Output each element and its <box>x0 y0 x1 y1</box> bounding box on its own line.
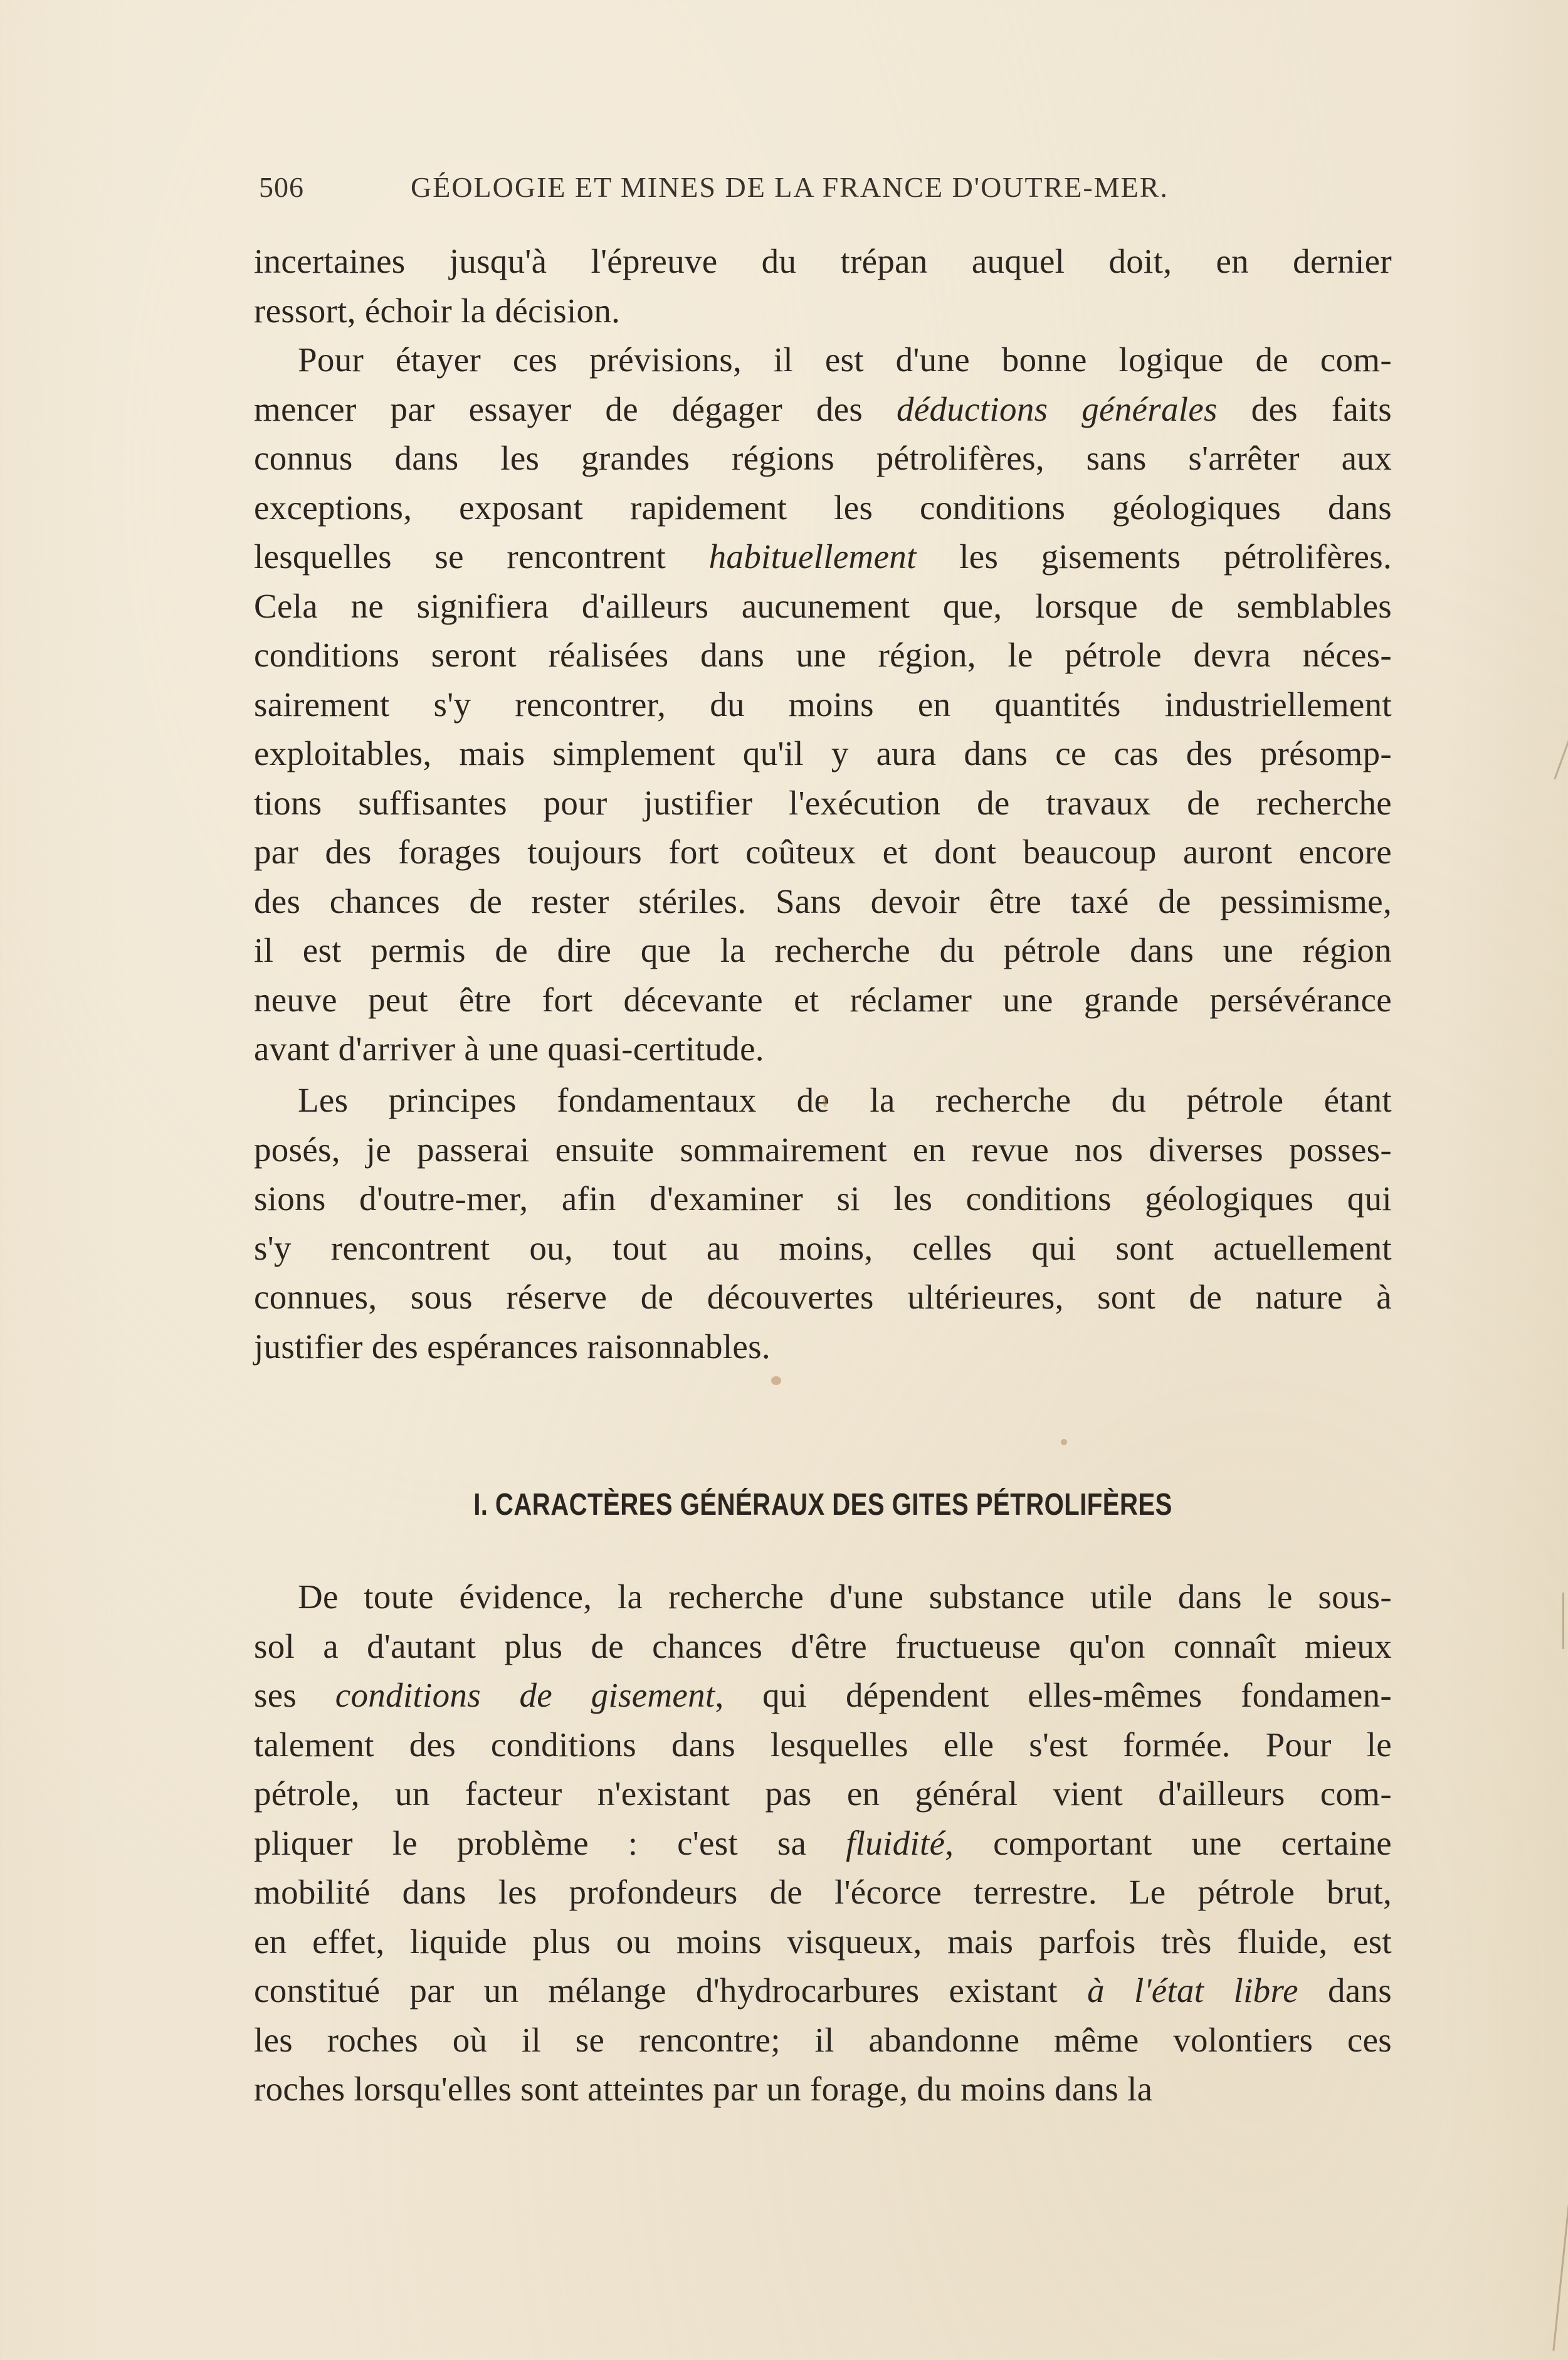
text-line <box>254 1671 1392 1720</box>
text-segment: avant d'arriver à une quasi-certitude. <box>254 1030 764 1068</box>
text-segment: Les principes fondamentaux de la recherche du pétrole étant <box>298 1081 1392 1119</box>
running-head-title: GÉOLOGIE ET MINES DE LA FRANCE D'OUTRE-MER. <box>411 171 1169 203</box>
text-segment: les gisements pétrolifères. <box>916 537 1392 576</box>
paper-speck <box>771 1376 781 1385</box>
paper-speck <box>823 1096 827 1107</box>
text-line <box>254 680 1392 730</box>
text-segment: pétrole, un facteur n'existant pas en général vient d'ailleurs com- <box>254 1774 1392 1813</box>
text-line <box>254 1224 1392 1273</box>
text-segment: pliquer le problème : c'est sa <box>254 1823 846 1862</box>
text-segment: sions d'outre-mer, afin d'examiner si les conditions géologiques qui <box>254 1179 1392 1218</box>
text-segment: dans <box>1298 1971 1392 2010</box>
text-line <box>254 1868 1392 1917</box>
text-segment: conditions seront réalisées dans une région, le pétrole devra néces- <box>254 636 1392 674</box>
text-segment: en effet, liquide plus ou moins visqueux, mais parfois très fluide, est <box>254 1922 1392 1961</box>
text-segment: Pour étayer ces prévisions, il est d'une bonne logique de com- <box>298 340 1392 379</box>
text-line <box>254 532 1392 582</box>
text-line <box>254 237 1392 287</box>
text-line <box>254 483 1392 533</box>
paragraph-principles <box>254 1076 1392 1371</box>
text-line <box>254 926 1392 976</box>
text-line <box>254 729 1392 779</box>
text-line <box>254 582 1392 631</box>
paragraph-section-1 <box>254 1572 1392 2114</box>
text-line <box>254 1572 1392 1622</box>
text-segment: exceptions, exposant rapidement les conditions géologiques dans <box>254 488 1392 527</box>
text-line <box>254 2016 1392 2065</box>
text-line <box>254 1917 1392 1967</box>
text-line <box>254 1622 1392 1672</box>
text-segment: par des forages toujours fort coûteux et dont beaucoup auront encore <box>254 833 1392 871</box>
text-segment: connues, sous réserve de découvertes ultérieures, sont de nature à <box>254 1278 1392 1316</box>
text-line <box>254 1769 1392 1819</box>
text-line <box>254 287 1392 336</box>
italic-emphasis: déductions générales <box>897 389 1218 428</box>
text-segment: ressort, échoir la décision. <box>254 291 621 330</box>
text-line <box>254 1174 1392 1224</box>
text-segment: neuve peut être fort décevante et réclamer une grande persévérance <box>254 980 1392 1019</box>
text-segment: sairement s'y rencontrer, du moins en quantités industriellement <box>254 685 1392 724</box>
text-line <box>254 2065 1392 2114</box>
text-line <box>254 877 1392 927</box>
text-segment: roches lorsqu'elles sont atteintes par un forage, du moins dans la <box>254 2070 1153 2108</box>
paper-edge-mark <box>1554 732 1568 779</box>
text-segment: des chances de rester stériles. Sans devoir être taxé de pessimisme, <box>254 882 1392 920</box>
text-segment: comportant une certaine <box>954 1823 1392 1862</box>
text-segment: sol a d'autant plus de chances d'être fructueuse qu'on connaît mieux <box>254 1626 1392 1665</box>
body-text-section-1 <box>254 1572 1392 2114</box>
text-line <box>254 1322 1392 1372</box>
text-segment: des faits <box>1217 389 1392 428</box>
text-segment: connus dans les grandes régions pétrolifères, sans s'arrêter aux <box>254 439 1392 477</box>
text-segment: Cela ne signifiera d'ailleurs aucunement que, lorsque de semblables <box>254 586 1392 625</box>
text-segment: il est permis de dire que la recherche du pétrole dans une région <box>254 931 1392 969</box>
text-segment: constitué par un mélange d'hydrocarbures existant <box>254 1971 1088 2010</box>
text-line <box>254 1025 1392 1074</box>
running-head <box>254 171 1392 208</box>
paper-speck <box>1061 1439 1067 1445</box>
text-line <box>254 335 1392 385</box>
italic-emphasis: conditions de gisement <box>335 1676 715 1714</box>
paragraph-continued <box>254 237 1392 335</box>
text-segment: mobilité dans les profondeurs de l'écorce terrestre. Le pétrole brut, <box>254 1873 1392 1911</box>
text-segment: les roches où il se rencontre; il abandonne même volontiers ces <box>254 2020 1392 2059</box>
text-segment: exploitables, mais simplement qu'il y aura dans ce cas des présomp- <box>254 734 1392 772</box>
text-line <box>254 779 1392 828</box>
text-segment: ses <box>254 1676 335 1714</box>
text-segment: tions suffisantes pour justifier l'exécution de travaux de recherche <box>254 783 1392 822</box>
paper-edge-mark <box>1552 2164 1568 2351</box>
text-line <box>254 1819 1392 1868</box>
text-segment: mencer par essayer de dégager des <box>254 389 897 428</box>
text-segment: incertaines jusqu'à l'épreuve du trépan auquel doit, en dernier <box>254 242 1392 280</box>
text-line <box>254 1125 1392 1175</box>
text-line <box>254 434 1392 483</box>
text-segment: s'y rencontrent ou, tout au moins, celles qui sont actuellement <box>254 1228 1392 1267</box>
text-segment: posés, je passerai ensuite sommairement en revue nos diverses posses- <box>254 1130 1392 1169</box>
text-segment: lesquelles se rencontrent <box>254 537 709 576</box>
section-heading: I. CARACTÈRES GÉNÉRAUX DES GITES PÉTROLIFÈRES <box>473 1488 1172 1522</box>
text-line <box>254 1966 1392 2016</box>
body-text-top <box>254 237 1392 1074</box>
body-text-principles <box>254 1076 1392 1371</box>
text-line <box>254 631 1392 680</box>
paragraph-forecast <box>254 335 1392 1074</box>
text-line <box>254 1720 1392 1770</box>
italic-emphasis: habituellement <box>708 537 917 576</box>
paper-edge-mark <box>1562 1593 1564 1649</box>
text-segment: De toute évidence, la recherche d'une substance utile dans le sous- <box>298 1578 1392 1616</box>
text-segment: talement des conditions dans lesquelles elle s'est formée. Pour le <box>254 1725 1392 1764</box>
italic-emphasis: à l'état libre <box>1087 1971 1298 2010</box>
text-line <box>254 1273 1392 1322</box>
text-line <box>254 976 1392 1025</box>
text-line <box>254 828 1392 877</box>
text-segment: , qui dépendent elles-mêmes fondamen- <box>715 1676 1392 1714</box>
text-segment: justifier des espérances raisonnables. <box>254 1327 771 1366</box>
text-line <box>254 385 1392 435</box>
page-number: 506 <box>259 171 304 203</box>
italic-emphasis: fluidité, <box>846 1823 954 1862</box>
